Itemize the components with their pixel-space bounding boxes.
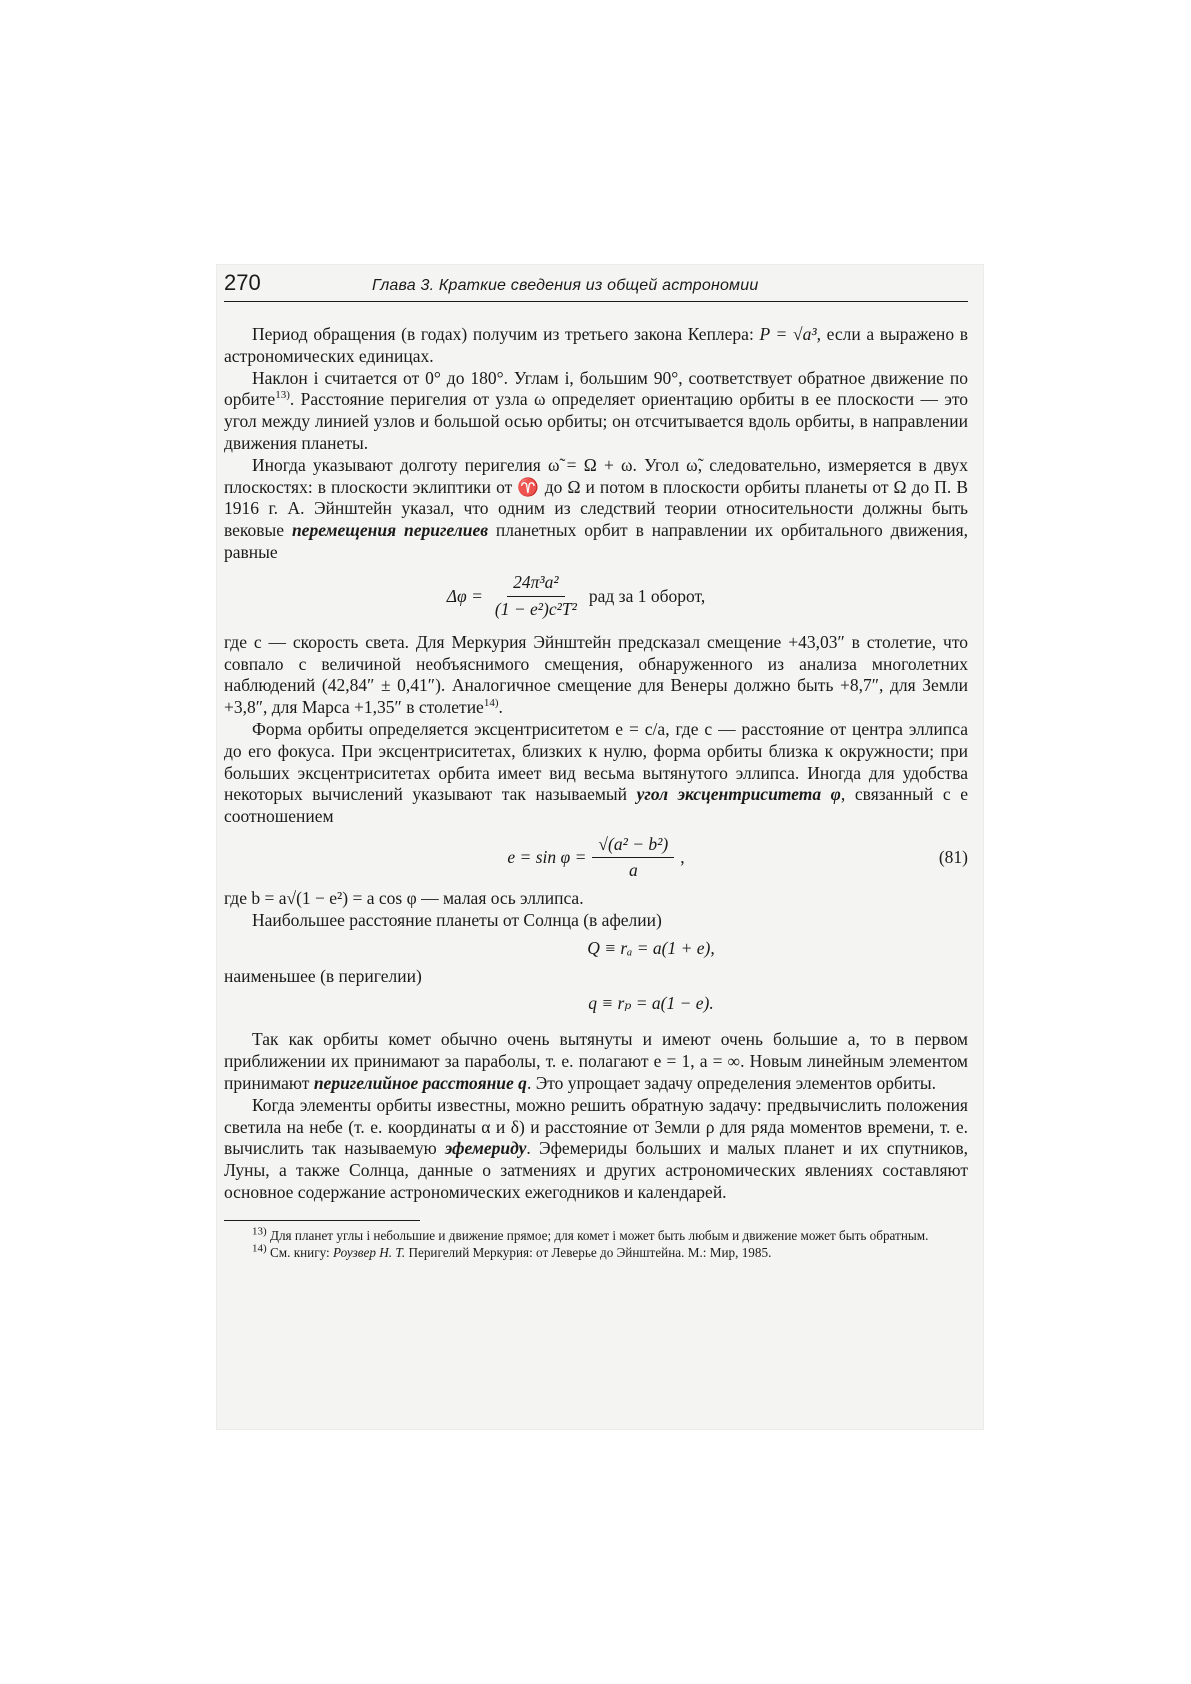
page-header [224, 272, 968, 302]
page-number: 270 [224, 270, 261, 295]
paragraph-ephemeris: Когда элементы орбиты известны, можно решить обратную задачу: предвычислить положения светила на небе (т. е. координаты α и δ) и расстояние от Земли ρ для ряда моментов времени, т. е. вычислить так называемую эфемериду. Эфемериды больших и малых планет и их спутников, Луны, а также Солнца, данные о затмениях и других астрономических явлениях составляют основное содержание астрономических ежегодников и календарей. [224, 1094, 968, 1202]
equation-perihelion: q ≡ rₚ = a(1 − e). [588, 993, 714, 1014]
equation-81: e = sin φ = $\frac{\text{√(a² − b²)}}{a}$ , (81) [507, 833, 968, 881]
fraction: $\frac{\text{24π³a²}}{\text{(1 − e²)c²T²}}$ [494, 572, 577, 620]
page-content [224, 272, 968, 1261]
equation-aphelion: Q ≡ rₐ = a(1 + e), [587, 937, 715, 958]
paragraph-inclination: Наклон i считается от 0° до 180°. Углам i, большим 90°, соответствует обратное движение по орбите$^{13)}$. Расстояние перигелия от узла ω определяет ориентацию орбиты в ее плоскости — это угол между линией узлов и большой осью орбиты; он отсчитывается вдоль орбиты, в направлении движения планеты. [224, 367, 968, 453]
footnote-ref-13: 13) [275, 389, 290, 402]
paragraph-perihelion: наименьшее (в перигелии) [224, 965, 422, 986]
paragraph-eccentricity: Форма орбиты определяется эксцентриситетом e = c/a, где c — расстояние от центра эллипса до его фокуса. При эксцентриситетах, близких к нулю, форма орбиты близка к окружности; при больших эксцентриситетах орбита имеет вид весьма вытянутого эллипса. Иногда для удобства некоторых вычислений указывают так называемый угол эксцентриситета φ, связанный с e соотношением [224, 718, 969, 827]
paragraph-comets: Так как орбиты комет обычно очень вытянуты и имеют очень большие a, то в первом приближении их принимают за параболы, т. е. полагают e = 1, a = ∞. Новым линейным элементом принимают перигелийное расстояние q. Это упрощает задачу определения элементов орбиты. [224, 1029, 968, 1093]
paragraph-perihelion-longitude: Иногда указывают долготу перигелия ω̃ = Ω + ω. Угол ω̃, следовательно, измеряется в двух плоскостях: в плоскости эклиптики от ♈ до Ω и потом в плоскости орбиты планеты от Ω до Π. В 1916 г. А. Эйнштейн указал, что одним из следствий теории относительности должны быть вековые перемещения перигелиев планетных орбит в направлении их орбитального движения, равные [224, 454, 968, 562]
emphasis-perihelion-shift: перемещения перигелиев [291, 520, 489, 541]
kepler-formula: P = √a³ [759, 324, 817, 344]
emphasis-ephemeris: эфемериду [444, 1138, 527, 1159]
paragraph-aphelion: Наибольшее расстояние планеты от Солнца (в афелии) [252, 909, 662, 930]
emphasis-perihelion-distance: перигелийное расстояние q [313, 1072, 527, 1093]
equation-number: (81) [938, 847, 968, 868]
emphasis-eccentricity-angle: угол эксцентриситета φ [636, 784, 841, 805]
paragraph-mercury: где c — скорость света. Для Меркурия Эйнштейн предсказал смещение +43,03″ в столетие, что совпало с величиной необъяснимого смещения, обнаруженного из анализа многолетних наблюдений (42,84″ ± 0,41″). Аналогичное смещение для Венеры должно быть +8,7″, для Земли +3,8″, для Марса +1,35″ в столетие$^{14)}$. [224, 631, 968, 718]
footnote-rule [224, 1220, 420, 1221]
footnote-ref-14: 14) [483, 697, 499, 710]
equation-perihelion-shift: Δφ = $\frac{\text{24π³a²}}{\text{(1 − e²)c²T²}}$ рад за 1 оборот, [446, 572, 706, 620]
paragraph-minor-axis: где b = a√(1 − e²) = a cos φ — малая ось эллипса. [224, 887, 584, 908]
footnote-13: $^{13)}$ Для планет углы i небольшие и движение прямое; для комет i может быть любым и движение может быть обратным. [252, 1225, 929, 1243]
footnote-14: $^{14)}$ См. книгу: Роузвер Н. Т. Перигелий Меркурия: от Леверье до Эйнштейна. М.: Мир, 1985. [252, 1242, 772, 1260]
running-head: Глава 3. Краткие сведения из общей астрономии [372, 277, 759, 294]
paragraph-period: Период обращения (в годах) получим из третьего закона Кеплера: P = √a³, если a выражено в астрономических единицах. [224, 324, 968, 366]
fraction: $\frac{\text{√(a² − b²)}}{a}$ [592, 834, 674, 883]
